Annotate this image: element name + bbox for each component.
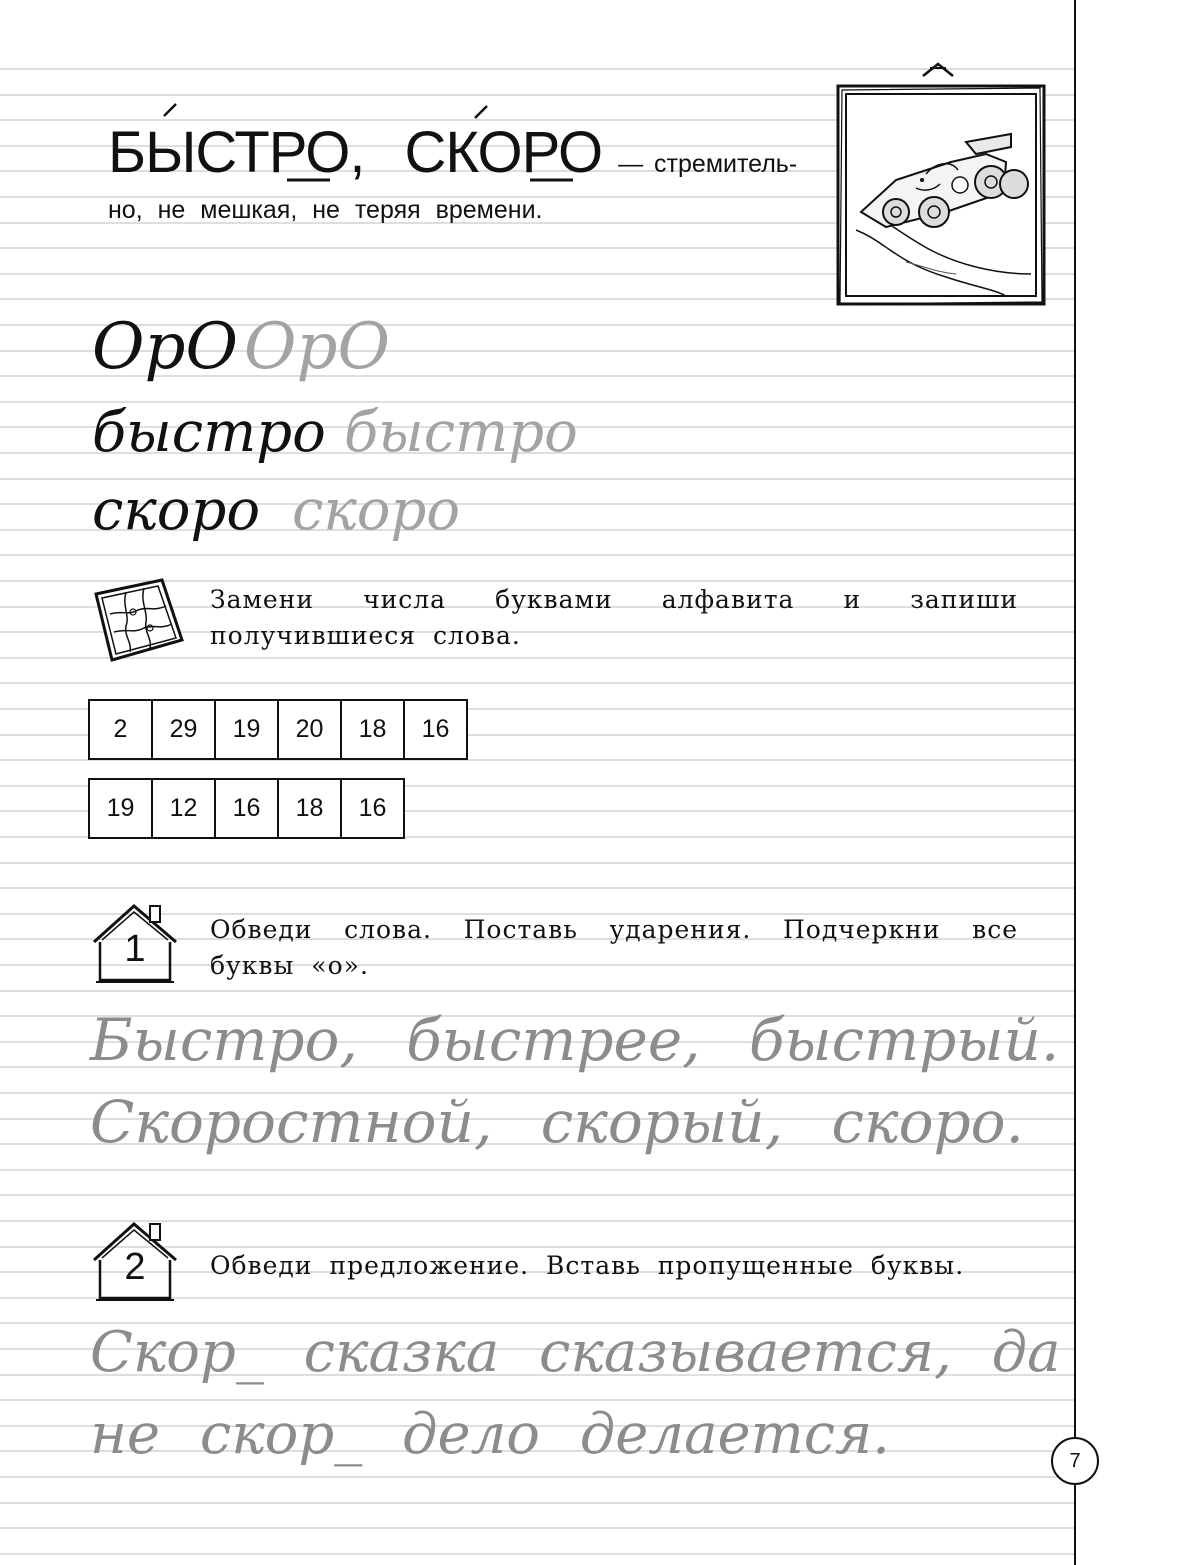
- puzzle-instruction: Замени числа буквами алфавита и запиши получившиеся слова.: [210, 585, 1018, 650]
- race-car-picture: [826, 62, 1050, 312]
- number-cell: 19: [215, 700, 278, 759]
- number-cell: 2: [89, 700, 152, 759]
- copybook-sample-skoro: скоро: [92, 478, 261, 543]
- exercise-2-instruction: Обведи предложение. Вставь пропущенные буквы.: [210, 1251, 965, 1280]
- title-definition: — стремитель-: [618, 150, 798, 178]
- copybook-trace-oro: ОрО: [244, 310, 390, 384]
- copybook-trace-skoro: скоро: [292, 478, 461, 543]
- copybook-sample-bystro: быстро: [92, 400, 326, 465]
- number-cell: 29: [152, 700, 215, 759]
- puzzle-icon: [88, 576, 188, 666]
- exercise-2-trace-line-2: не скор_ дело делается.: [90, 1402, 890, 1467]
- number-table-1: [88, 699, 468, 760]
- exercise-1-number: 1: [124, 928, 146, 970]
- number-cell: 18: [278, 779, 341, 838]
- exercise-1-trace-line-1: Быстро, быстрее, быстрый.: [90, 1006, 1060, 1074]
- title-line: [108, 118, 797, 188]
- number-cell: 12: [152, 779, 215, 838]
- copybook-sample-oro: ОрО: [92, 310, 238, 384]
- exercise-2-trace-line-1: Скор_ сказка сказывается, да: [90, 1320, 1061, 1385]
- number-table-2: [88, 778, 405, 839]
- exercise-1-instruction: Обведи слова. Поставь ударения. Подчеркни все буквы «о».: [210, 915, 1018, 980]
- number-cell: 16: [404, 700, 467, 759]
- copybook-trace-bystro: быстро: [344, 400, 578, 465]
- exercise-1-trace-line-2: Скоростной, скорый, скоро.: [90, 1088, 1024, 1156]
- page-number: 7: [1051, 1437, 1099, 1485]
- margin-line: [1074, 0, 1076, 1565]
- title-word-bystro: БЫСТРО,: [108, 120, 365, 185]
- number-cell: 18: [341, 700, 404, 759]
- exercise-2-number: 2: [124, 1246, 146, 1288]
- title-word-skoro: СКОРО: [404, 120, 603, 185]
- number-cell: 16: [215, 779, 278, 838]
- title-definition-end: но, не мешкая, не теряя времени.: [108, 196, 543, 224]
- number-cell: 20: [278, 700, 341, 759]
- number-cell: 16: [341, 779, 404, 838]
- number-cell: 19: [89, 779, 152, 838]
